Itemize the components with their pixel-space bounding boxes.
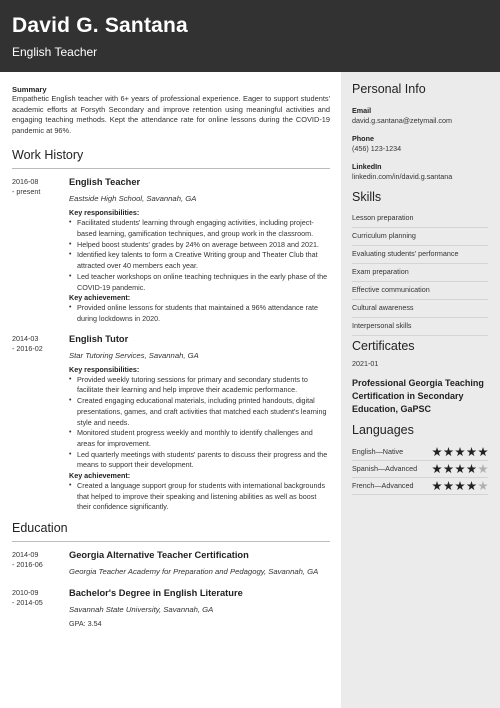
list-item: • Led quarterly meetings with students' parents to discuss their progress and the means to support their development. bbox=[69, 450, 330, 471]
star-icon bbox=[467, 481, 477, 491]
work-date-start: 2014-03 bbox=[12, 333, 39, 343]
company-name: Star Tutoring Services, Savannah, GA bbox=[69, 350, 199, 360]
work-entry bbox=[12, 334, 330, 513]
email-value[interactable]: david.g.santana@zetymail.com bbox=[352, 116, 452, 125]
personal-info-heading: Personal Info bbox=[352, 82, 426, 96]
job-title: English Teacher bbox=[69, 177, 141, 188]
list-item: • Monitored student progress weekly and monthly to identify challenges and areas for improvement. bbox=[69, 428, 330, 449]
skill-item: Effective communication bbox=[352, 282, 488, 300]
work-date bbox=[12, 334, 69, 513]
star-icon bbox=[444, 464, 454, 474]
responsibilities-list bbox=[69, 218, 330, 293]
work-entry-body bbox=[69, 177, 330, 324]
school-name: Savannah State University, Savannah, GA bbox=[69, 605, 214, 615]
sidebar bbox=[341, 72, 500, 708]
list-item: • Helped boost students' grades by 24% on average between 2018 and 2021. bbox=[69, 240, 330, 251]
responsibilities-list bbox=[69, 375, 330, 471]
degree-title: Georgia Alternative Teacher Certification bbox=[69, 550, 249, 561]
certificates-heading: Certificates bbox=[352, 339, 415, 353]
achievement-heading: Key achievement: bbox=[69, 293, 131, 303]
achievement-heading: Key achievement: bbox=[69, 471, 131, 481]
gpa-value: GPA: 3.54 bbox=[69, 619, 102, 629]
certificate-date: 2021-01 bbox=[352, 359, 379, 368]
candidate-title: English Teacher bbox=[12, 45, 98, 59]
work-date-end: - 2016-02 bbox=[12, 343, 43, 353]
education-date bbox=[12, 550, 69, 577]
skills-list bbox=[352, 210, 488, 336]
star-icon bbox=[444, 447, 454, 457]
language-name: French—Advanced bbox=[352, 481, 414, 490]
linkedin-label: LinkedIn bbox=[352, 162, 382, 171]
skills-heading: Skills bbox=[352, 190, 382, 204]
job-title: English Tutor bbox=[69, 333, 129, 344]
education-date-start: 2014-09 bbox=[12, 550, 39, 560]
star-icon bbox=[467, 464, 477, 474]
phone-label: Phone bbox=[352, 134, 374, 143]
education-entry-body bbox=[69, 588, 330, 629]
list-item: • Provided weekly tutoring sessions for primary and secondary students to facilitate their learning and help improve their academic performance. bbox=[69, 375, 330, 396]
star-icon bbox=[432, 464, 442, 474]
list-item: • Created engaging educational materials, including printed handouts, digital presentations, games, and craft activities that matched each student's learning style and needs. bbox=[69, 396, 330, 428]
phone-value[interactable]: (456) 123-1234 bbox=[352, 144, 402, 153]
languages-list bbox=[352, 446, 488, 495]
language-name: English—Native bbox=[352, 447, 404, 456]
language-rating bbox=[431, 481, 489, 491]
work-history-heading: Work History bbox=[12, 148, 330, 169]
star-icon bbox=[478, 447, 488, 457]
star-icon bbox=[467, 447, 477, 457]
work-entry bbox=[12, 177, 330, 324]
responsibilities-heading: Key responsibilities: bbox=[69, 208, 140, 218]
education-entry bbox=[12, 550, 330, 577]
work-date-end: - present bbox=[12, 187, 41, 197]
language-row bbox=[352, 463, 488, 478]
language-row bbox=[352, 480, 488, 495]
language-rating bbox=[431, 464, 489, 474]
responsibilities-heading: Key responsibilities: bbox=[69, 364, 140, 374]
education-date-end: - 2016-06 bbox=[12, 560, 43, 570]
candidate-name: David G. Santana bbox=[12, 14, 188, 37]
summary-text: Empathetic English teacher with 6+ years of professional experience. Eager to support students' academic efforts at Forsyth Secondary and improve retention using meaningful activities and engaging teaching methods. Kept the attendance rate for online lessons during the COVID-19 pandemic at 96%. bbox=[12, 94, 330, 135]
star-icon bbox=[455, 464, 465, 474]
school-name: Georgia Teacher Academy for Preparation and Pedagogy, Savannah, GA bbox=[69, 567, 319, 577]
star-icon bbox=[432, 447, 442, 457]
certificate-entry bbox=[352, 359, 488, 416]
skill-item: Curriculum planning bbox=[352, 228, 488, 246]
skill-item: Interpersonal skills bbox=[352, 318, 488, 336]
education-date-start: 2010-09 bbox=[12, 588, 39, 598]
achievements-list bbox=[69, 481, 330, 513]
work-date bbox=[12, 177, 69, 324]
degree-title: Bachelor's Degree in English Literature bbox=[69, 588, 243, 599]
list-item: • Led teacher workshops on online teaching techniques in the early phase of the COVID-19 pandemic. bbox=[69, 272, 330, 293]
skill-item: Cultural awareness bbox=[352, 300, 488, 318]
achievements-list bbox=[69, 303, 330, 324]
summary-heading: Summary bbox=[12, 85, 47, 94]
education-entry-body bbox=[69, 550, 330, 577]
star-icon bbox=[432, 481, 442, 491]
education-date bbox=[12, 588, 69, 629]
company-name: Eastside High School, Savannah, GA bbox=[69, 194, 197, 204]
email-label: Email bbox=[352, 106, 372, 115]
list-item: • Facilitated students' learning through engaging activities, including project-based learning, gamification techniques, and group work in the classroom. bbox=[69, 218, 330, 239]
language-rating bbox=[431, 447, 489, 457]
star-icon bbox=[455, 481, 465, 491]
list-item: • Identified key talents to form a Creative Writing group and Theater Club that attracted over 40 members each year. bbox=[69, 250, 330, 271]
education-heading: Education bbox=[12, 521, 330, 542]
education-entry bbox=[12, 588, 330, 629]
resume-header bbox=[0, 0, 500, 72]
languages-heading: Languages bbox=[352, 423, 414, 437]
language-row bbox=[352, 446, 488, 461]
skill-item: Evaluating students' performance bbox=[352, 246, 488, 264]
work-entry-body bbox=[69, 334, 330, 513]
summary-section bbox=[12, 85, 330, 136]
star-icon bbox=[478, 481, 488, 491]
list-item: • Provided online lessons for students that maintained a 96% attendance rate during lockdowns in 2020. bbox=[69, 303, 330, 324]
language-name: Spanish—Advanced bbox=[352, 464, 418, 473]
star-icon bbox=[478, 464, 488, 474]
work-date-start: 2016-08 bbox=[12, 177, 39, 187]
certificate-name: Professional Georgia Teaching Certification in Secondary Education, GaPSC bbox=[352, 378, 484, 414]
star-icon bbox=[455, 447, 465, 457]
skill-item: Lesson preparation bbox=[352, 210, 488, 228]
personal-info-section bbox=[352, 106, 488, 182]
education-date-end: - 2014-05 bbox=[12, 598, 43, 608]
skill-item: Exam preparation bbox=[352, 264, 488, 282]
linkedin-value[interactable]: linkedin.com/in/david.g.santana bbox=[352, 172, 453, 181]
main-column bbox=[12, 85, 330, 629]
star-icon bbox=[444, 481, 454, 491]
list-item: • Created a language support group for students with international backgrounds that helped to improve their speaking and listening abilities as well as boost their confidence significantly. bbox=[69, 481, 330, 513]
